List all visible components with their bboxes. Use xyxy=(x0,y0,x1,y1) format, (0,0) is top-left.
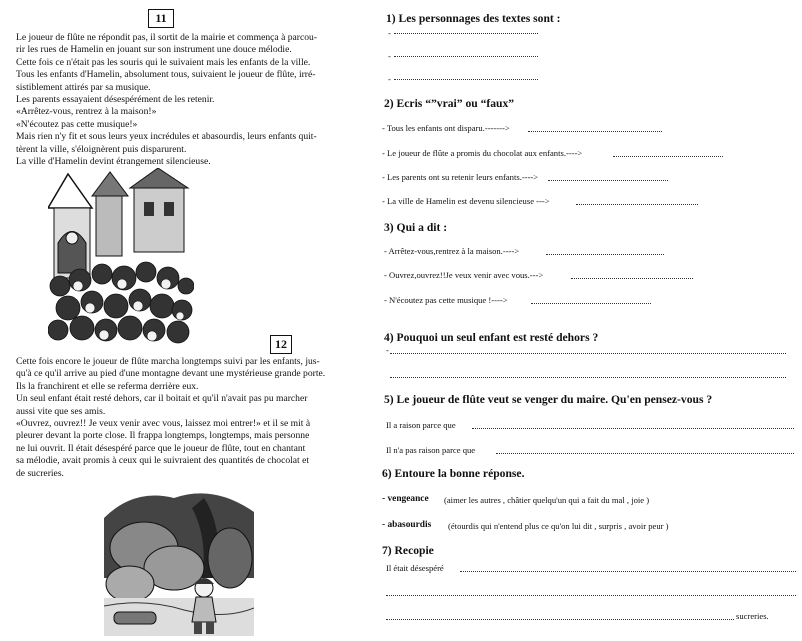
questions-column xyxy=(378,0,802,641)
answer-line-q2-3[interactable] xyxy=(548,180,668,181)
q6-word-vengeance: - vengeance xyxy=(382,494,429,504)
story-line: Un seul enfant était resté dehors, car il boitait et qu'il n'avait pas pu marcher xyxy=(16,393,308,405)
q6-options-abasourdis[interactable]: (étourdis qui n'entend plus ce qu'on lui dit , surpris , avoir peur ) xyxy=(448,521,669,531)
story-line: Mais rien n'y fit et sous leurs yeux incrédules et abasourdis, leurs enfants quit- xyxy=(16,131,317,143)
answer-line-q2-1[interactable] xyxy=(528,131,662,132)
story-line: «Arrêtez-vous, rentrez à la maison!» xyxy=(16,106,157,118)
answer-line-q7-2[interactable] xyxy=(386,595,796,596)
section-number-11: 11 xyxy=(148,9,174,28)
story-paragraph-2 xyxy=(16,356,366,480)
q5-disagree-label: Il n'a pas raison parce que xyxy=(386,445,476,455)
story-line: ne lui ouvrit. Il était désespéré parce que le joueur de flûte, tout en chantant xyxy=(16,442,306,454)
q2-statement-2: - Le joueur de flûte a promis du chocolat aux enfants.----> xyxy=(382,148,583,158)
q3-quote-1: - Arrêtez-vous,rentrez à la maison.----> xyxy=(384,246,520,256)
story-line: «Ouvrez, ouvrez!! Je veux venir avec vous, laissez moi entrer!» et il se mit à xyxy=(16,417,311,429)
answer-line-q7-3[interactable] xyxy=(386,619,734,620)
answer-line-q1-3[interactable] xyxy=(394,79,538,80)
question-4-title: 4) Pouquoi un seul enfant est resté dehors ? xyxy=(384,331,599,344)
dash-marker: - xyxy=(388,74,391,84)
question-7-title: 7) Recopie xyxy=(382,544,434,557)
story-line: de sucreries. xyxy=(16,467,64,479)
story-line: Tous les enfants d'Hamelin, absolument tous, suivaient le joueur de flûte, irré- xyxy=(16,69,316,81)
answer-line-q3-3[interactable] xyxy=(531,303,651,304)
question-6-title: 6) Entoure la bonne réponse. xyxy=(382,467,525,480)
answer-line-q7-1[interactable] xyxy=(460,571,796,572)
story-line: sa mélodie, avait promis à ceux qui le suivraient des quantités de chocolat et xyxy=(16,455,310,467)
answer-line-q4-1[interactable] xyxy=(390,353,786,354)
question-3-title: 3) Qui a dit : xyxy=(384,221,448,234)
answer-line-q5-2[interactable] xyxy=(496,453,794,454)
story-line: pleurer devant la porte close. Il frappa longtemps, longtemps, mais personne xyxy=(16,430,310,442)
answer-line-q1-1[interactable] xyxy=(394,33,538,34)
question-2-title: 2) Ecris “”vrai” ou “faux” xyxy=(384,97,515,110)
q6-options-vengeance[interactable]: (aimer les autres , châtier quelqu'un qui a fait du mal , joie ) xyxy=(444,495,650,505)
story-line: Les parents essayaient désespérément de les retenir. xyxy=(16,93,215,105)
answer-line-q2-4[interactable] xyxy=(576,204,698,205)
illustration-boy-forest xyxy=(104,488,254,636)
answer-line-q3-2[interactable] xyxy=(571,278,693,279)
story-line: rir les rues de Hamelin en jouant sur son instrument une douce mélodie. xyxy=(16,44,292,56)
q3-quote-3: - N'écoutez pas cette musique !----> xyxy=(384,295,508,305)
q5-agree-label: Il a raison parce que xyxy=(386,420,456,430)
dash-marker: - xyxy=(388,51,391,61)
illustration-children-crowd xyxy=(48,168,194,346)
answer-line-q2-2[interactable] xyxy=(613,156,723,157)
story-line: La ville d'Hamelin devint étrangement silencieuse. xyxy=(16,155,211,167)
question-1-title: 1) Les personnages des textes sont : xyxy=(386,12,561,25)
story-line: Ils la franchirent et elle se referma derrière eux. xyxy=(16,380,199,392)
story-line: aussi vite que ses amis. xyxy=(16,405,106,417)
answer-line-q1-2[interactable] xyxy=(394,56,538,57)
story-line: sistiblement attirés par sa musique. xyxy=(16,81,151,93)
q2-statement-1: - Tous les enfants ont disparu.-------> xyxy=(382,123,510,133)
story-column xyxy=(0,0,372,641)
answer-line-q3-1[interactable] xyxy=(546,254,664,255)
dash-marker: - xyxy=(386,345,389,355)
dash-marker: - xyxy=(388,28,391,38)
story-paragraph-1 xyxy=(16,32,366,168)
answer-line-q5-1[interactable] xyxy=(472,428,794,429)
q3-quote-2: - Ouvrez,ouvrez!!Je veux venir avec vous.---> xyxy=(384,270,544,280)
answer-line-q4-2[interactable] xyxy=(390,377,786,378)
story-line: Cette fois encore le joueur de flûte marcha longtemps suivi par les enfants, jus- xyxy=(16,356,320,367)
q7-start-text: Il était désespéré xyxy=(386,563,444,573)
story-line: «N'écoutez pas cette musique!» xyxy=(16,118,138,130)
q6-word-abasourdis: - abasourdis xyxy=(382,520,432,530)
question-5-title: 5) Le joueur de flûte veut se venger du maire. Qu'en pensez-vous ? xyxy=(384,393,713,406)
section-number-12: 12 xyxy=(270,335,292,354)
q2-statement-3: - Les parents ont su retenir leurs enfants.----> xyxy=(382,172,539,182)
story-line: Le joueur de flûte ne répondit pas, il sortit de la mairie et commença à parcou- xyxy=(16,32,318,43)
story-line: Cette fois ce n'était pas les souris qui le suivaient mais les enfants de la ville. xyxy=(16,56,311,68)
story-line: tèrent la ville, s'éloignèrent puis disparurent. xyxy=(16,143,187,155)
q7-end-text: sucreries. xyxy=(736,611,769,621)
story-line: qu'à ce qu'il arrive au pied d'une montagne devant une mystérieuse grande porte. xyxy=(16,368,326,380)
q2-statement-4: - La ville de Hamelin est devenu silencieuse ---> xyxy=(382,196,550,206)
